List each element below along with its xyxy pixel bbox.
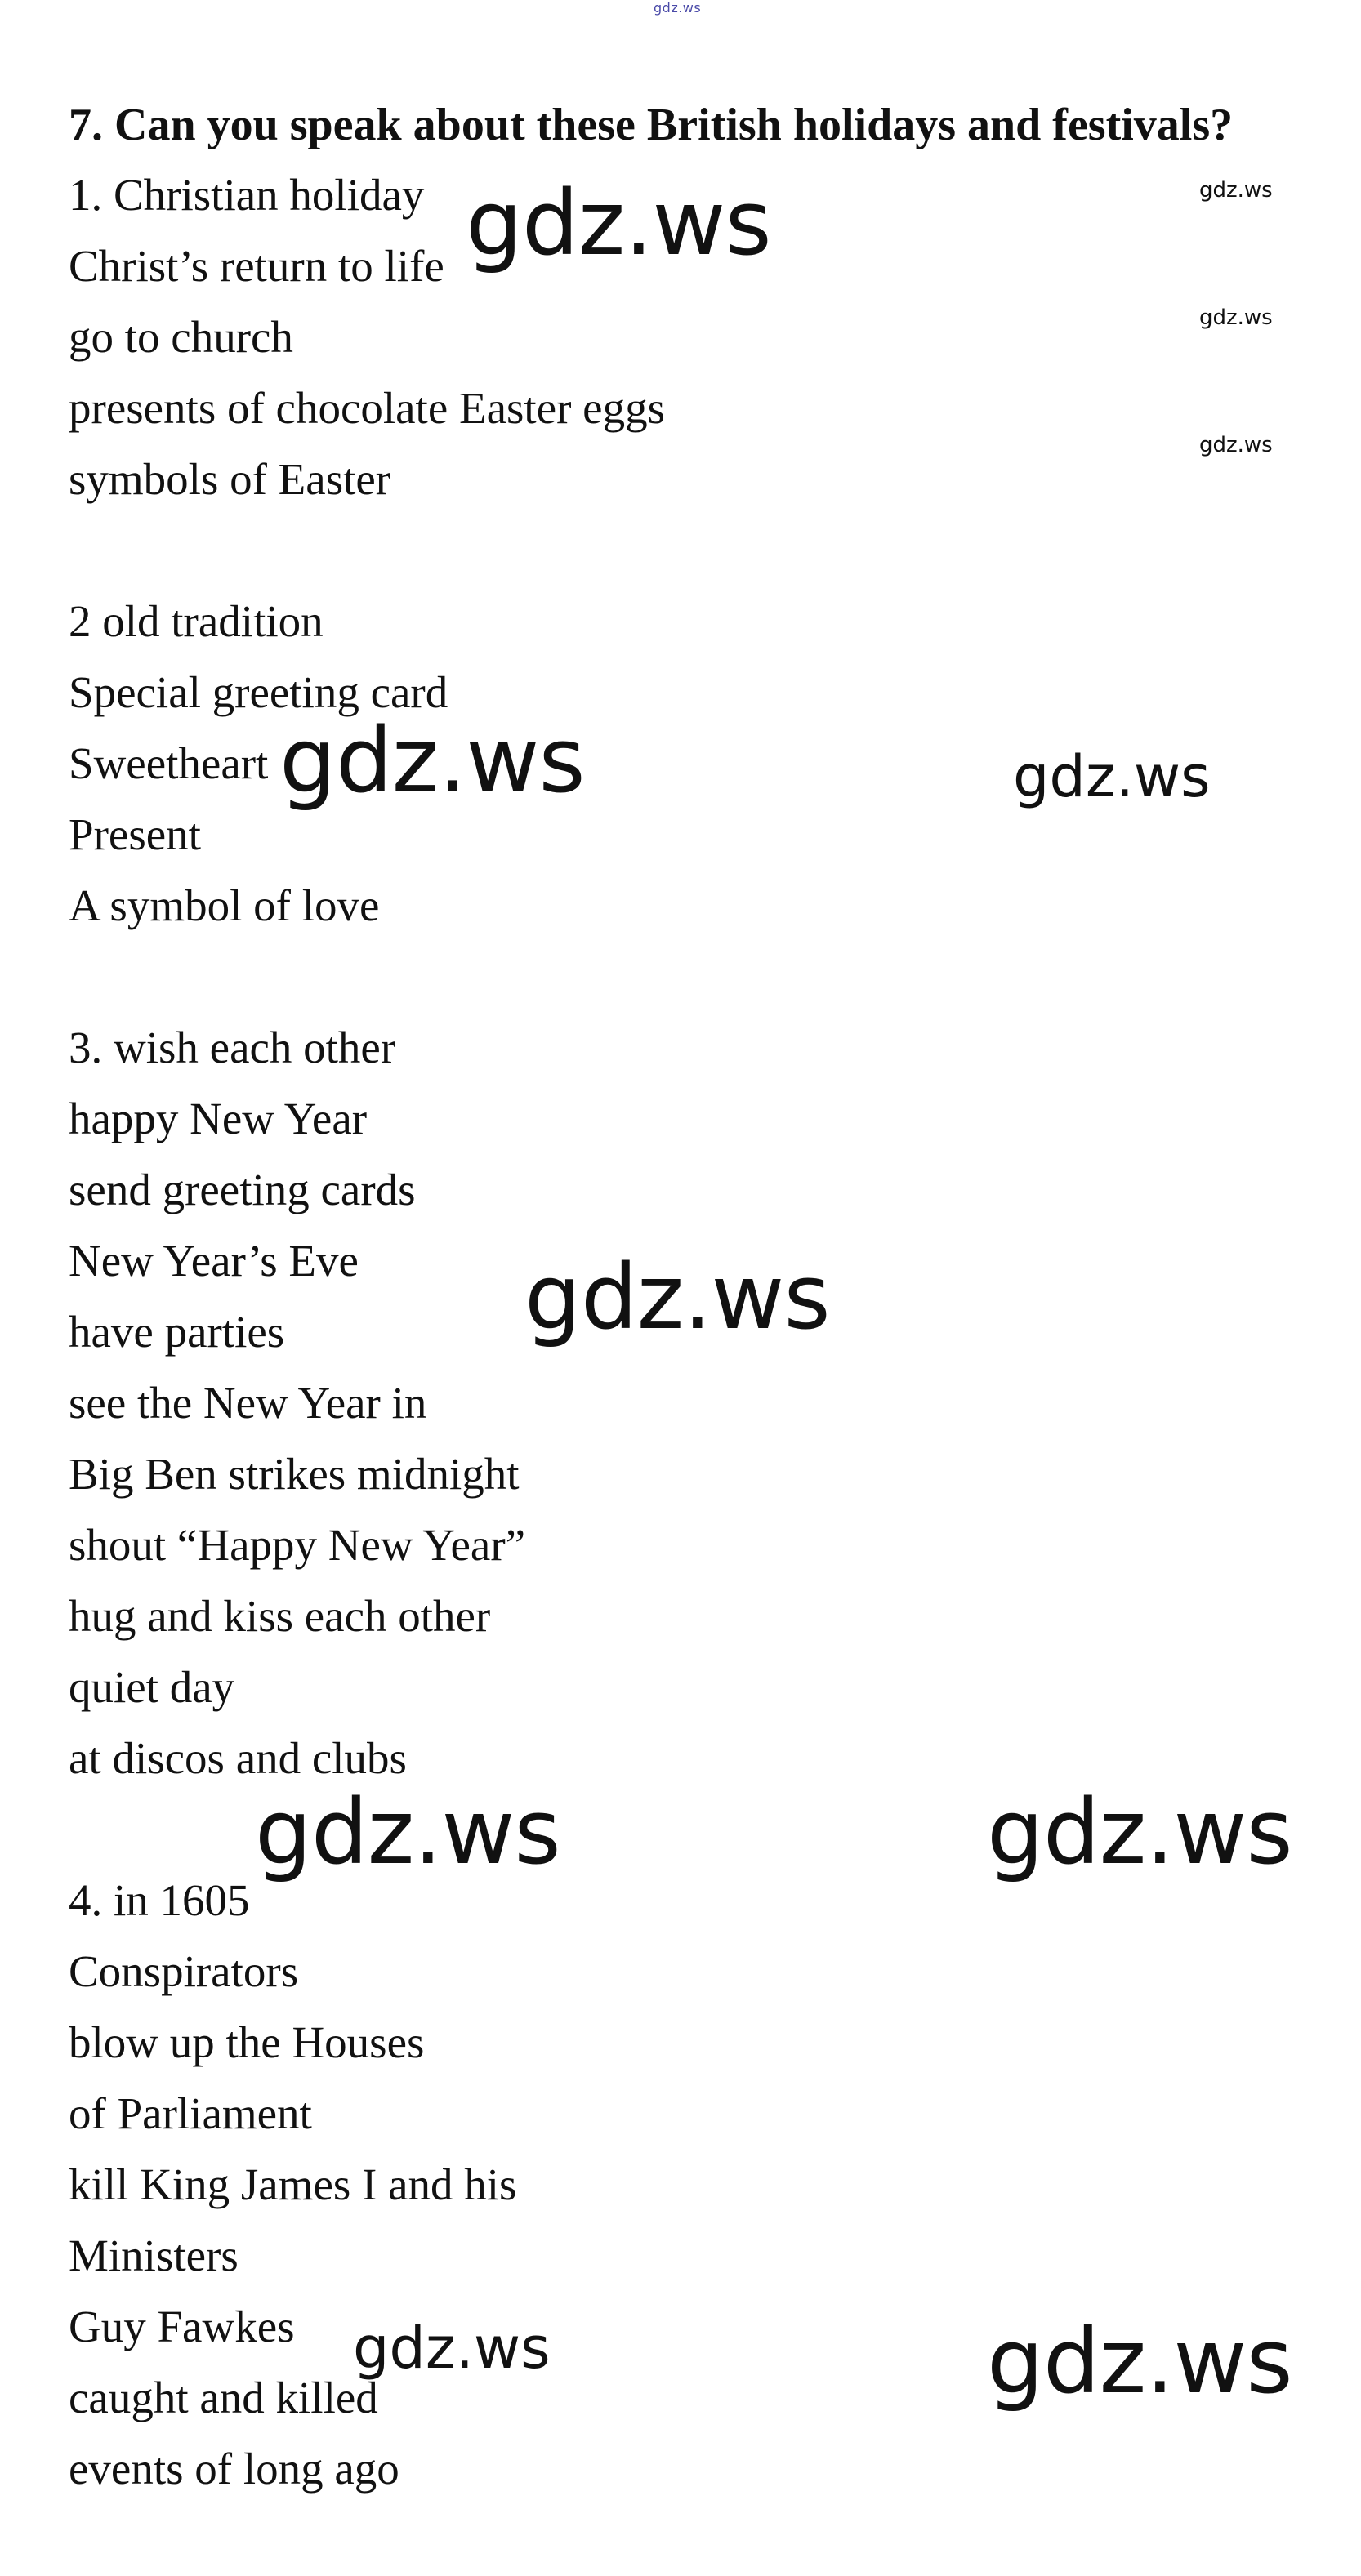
watermark: gdz.ws: [1199, 178, 1273, 203]
text-line: of Parliament: [69, 2088, 312, 2138]
watermark: gdz.ws: [524, 1245, 830, 1349]
text-line: Present: [69, 809, 201, 859]
watermark: gdz.ws: [987, 1780, 1292, 1884]
text-line: shout “Happy New Year”: [69, 1520, 526, 1570]
text-line: see the New Year in: [69, 1378, 427, 1428]
text-line: caught and killed: [69, 2373, 378, 2422]
text-line: New Year’s Eve: [69, 1236, 359, 1286]
text-line: happy New Year: [69, 1094, 368, 1143]
text-line: Sweetheart: [69, 738, 269, 788]
watermark: gdz.ws: [1199, 433, 1273, 457]
text-line: 4. in 1605: [69, 1875, 250, 1925]
watermark: gdz.ws: [987, 2309, 1292, 2413]
text-line: Big Ben strikes midnight: [69, 1449, 520, 1499]
watermark: gdz.ws: [1013, 743, 1211, 810]
text-line: Special greeting card: [69, 667, 448, 717]
text-line: 2 old tradition: [69, 596, 324, 646]
text-line: send greeting cards: [69, 1165, 416, 1214]
text-line: kill King James I and his: [69, 2159, 517, 2209]
text-line: at discos and clubs: [69, 1733, 407, 1783]
text-line: Guy Fawkes: [69, 2302, 295, 2351]
text-line: events of long ago: [69, 2444, 399, 2494]
watermark: gdz.ws: [255, 1780, 560, 1884]
text-line: quiet day: [69, 1662, 235, 1712]
watermark: gdz.ws: [1199, 305, 1273, 330]
exercise-heading: 7. Can you speak about these British holidays and festivals?: [69, 100, 1234, 150]
top-watermark: gdz.ws: [654, 0, 702, 16]
text-line: 1. Christian holiday: [69, 170, 425, 220]
watermark: gdz.ws: [353, 2315, 551, 2382]
text-line: go to church: [69, 312, 293, 362]
watermark: gdz.ws: [466, 171, 771, 275]
text-line: have parties: [69, 1307, 285, 1357]
text-line: presents of chocolate Easter eggs: [69, 383, 665, 433]
text-line: Conspirators: [69, 1946, 299, 1996]
text-line: A symbol of love: [69, 880, 380, 930]
text-line: Ministers: [69, 2231, 239, 2280]
watermark: gdz.ws: [279, 708, 585, 813]
text-line: 3. wish each other: [69, 1023, 396, 1072]
text-line: symbols of Easter: [69, 454, 391, 504]
text-line: hug and kiss each other: [69, 1591, 491, 1641]
text-line: blow up the Houses: [69, 2017, 425, 2067]
text-line: Christ’s return to life: [69, 241, 444, 291]
